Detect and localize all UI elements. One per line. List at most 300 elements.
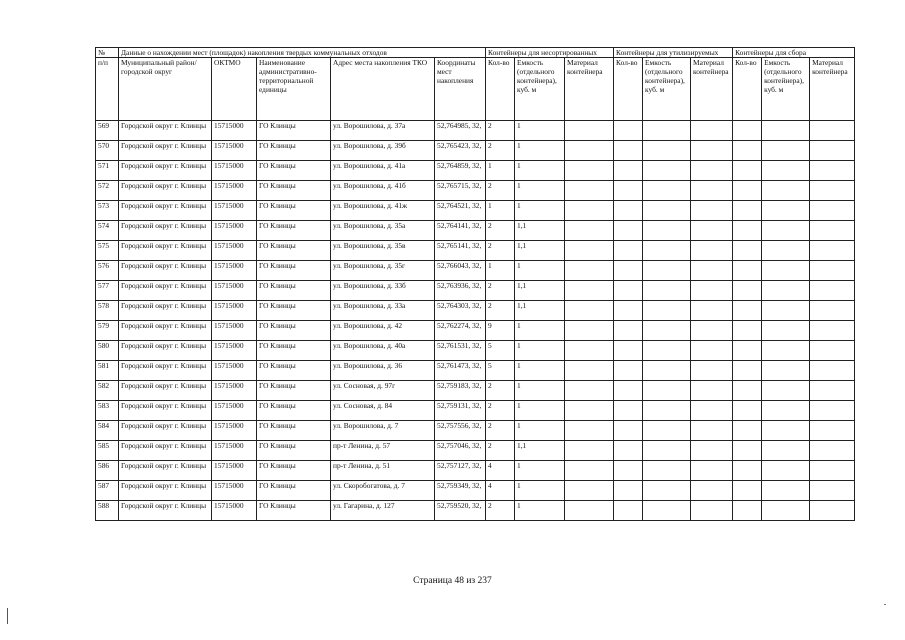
row-oktmo: 15715000 [212,241,257,261]
row-admin-name: ГО Клинцы [257,181,331,201]
table-row [96,261,855,281]
row-municipality: Городской округ г. Клинцы [119,241,212,261]
row-coords: 52,764521, 32, [435,201,486,221]
table-row [96,281,855,301]
row-municipality: Городской округ г. Клинцы [119,141,212,161]
row-qty-recycle [614,261,643,281]
row-qty-collect [733,401,762,421]
row-capacity-unsorted: 1 [515,141,565,161]
table-row [96,121,855,141]
row-material-collect [810,361,855,381]
header-capacity-recycle: Емкость (отдельного контейнера), куб. м [643,58,691,121]
row-material-collect [810,161,855,181]
row-address: ул. Сосновая, д. 84 [331,401,435,421]
row-coords: 52,759131, 32, [435,401,486,421]
row-material-unsorted [565,501,614,521]
row-admin-name: ГО Клинцы [257,401,331,421]
row-material-recycle [691,241,733,261]
row-municipality: Городской округ г. Клинцы [119,321,212,341]
row-municipality: Городской округ г. Клинцы [119,181,212,201]
row-capacity-unsorted: 1 [515,201,565,221]
row-capacity-recycle [643,281,691,301]
row-capacity-recycle [643,481,691,501]
header-group-recycle: Контейнеры для утилизируемых [614,48,733,58]
header-admin-name: Наименование административно-территориальной единицы [257,58,331,121]
table-row [96,141,855,161]
row-material-collect [810,321,855,341]
row-municipality: Городской округ г. Клинцы [119,161,212,181]
table-body [96,121,855,521]
row-address: ул. Ворошилова, д. 35а [331,221,435,241]
row-admin-name: ГО Клинцы [257,281,331,301]
row-material-unsorted [565,441,614,461]
row-material-recycle [691,321,733,341]
row-oktmo: 15715000 [212,181,257,201]
row-material-collect [810,341,855,361]
row-capacity-unsorted: 1,1 [515,441,565,461]
row-municipality: Городской округ г. Клинцы [119,461,212,481]
row-material-unsorted [565,161,614,181]
waste-sites-table [95,47,855,521]
row-number: 571 [96,161,119,181]
row-coords: 52,766043, 32, [435,261,486,281]
header-municipality: Муниципальный район/городской округ [119,58,212,121]
row-admin-name: ГО Клинцы [257,461,331,481]
row-capacity-collect [762,121,810,141]
row-material-collect [810,181,855,201]
row-material-unsorted [565,281,614,301]
row-capacity-collect [762,421,810,441]
row-material-collect [810,441,855,461]
row-oktmo: 15715000 [212,141,257,161]
row-municipality: Городской округ г. Клинцы [119,221,212,241]
row-material-recycle [691,441,733,461]
row-oktmo: 15715000 [212,201,257,221]
table-row [96,221,855,241]
row-qty-collect [733,161,762,181]
row-material-unsorted [565,121,614,141]
row-municipality: Городской округ г. Клинцы [119,301,212,321]
row-material-collect [810,221,855,241]
row-capacity-collect [762,341,810,361]
row-number: 584 [96,421,119,441]
row-municipality: Городской округ г. Клинцы [119,361,212,381]
row-capacity-collect [762,441,810,461]
row-municipality: Городской округ г. Клинцы [119,261,212,281]
row-coords: 52,759183, 32, [435,381,486,401]
scan-speck [884,604,886,605]
row-material-collect [810,301,855,321]
row-number: 587 [96,481,119,501]
row-qty-collect [733,501,762,521]
row-oktmo: 15715000 [212,121,257,141]
header-material-unsorted: Материал контейнера [565,58,614,121]
row-municipality: Городской округ г. Клинцы [119,481,212,501]
header-group-unsorted: Контейнеры для несортированных [486,48,614,58]
row-material-recycle [691,161,733,181]
row-qty-collect [733,261,762,281]
row-admin-name: ГО Клинцы [257,381,331,401]
row-capacity-recycle [643,381,691,401]
row-qty-collect [733,361,762,381]
row-oktmo: 15715000 [212,281,257,301]
row-oktmo: 15715000 [212,461,257,481]
row-address: ул. Гагарина, д. 127 [331,501,435,521]
row-qty-unsorted: 2 [486,141,515,161]
row-qty-unsorted: 2 [486,181,515,201]
row-address: ул. Ворошилова, д. 42 [331,321,435,341]
row-material-recycle [691,461,733,481]
row-qty-collect [733,301,762,321]
row-municipality: Городской округ г. Клинцы [119,281,212,301]
row-admin-name: ГО Клинцы [257,341,331,361]
row-material-recycle [691,201,733,221]
row-capacity-recycle [643,261,691,281]
row-material-unsorted [565,261,614,281]
row-address: ул. Ворошилова, д. 35г [331,261,435,281]
row-material-unsorted [565,421,614,441]
row-qty-recycle [614,221,643,241]
row-material-unsorted [565,321,614,341]
row-capacity-unsorted: 1,1 [515,301,565,321]
row-admin-name: ГО Клинцы [257,241,331,261]
row-admin-name: ГО Клинцы [257,481,331,501]
row-municipality: Городской округ г. Клинцы [119,201,212,221]
row-capacity-unsorted: 1 [515,181,565,201]
row-admin-name: ГО Клинцы [257,201,331,221]
row-material-unsorted [565,201,614,221]
row-municipality: Городской округ г. Клинцы [119,421,212,441]
row-qty-collect [733,281,762,301]
row-capacity-collect [762,141,810,161]
row-material-recycle [691,341,733,361]
row-qty-unsorted: 4 [486,461,515,481]
header-num-pp: п/п [96,58,119,121]
row-qty-unsorted: 2 [486,421,515,441]
row-material-recycle [691,281,733,301]
header-capacity-collect: Емкость (отдельного контейнера), куб. м [762,58,810,121]
row-material-unsorted [565,361,614,381]
row-qty-recycle [614,361,643,381]
row-qty-recycle [614,401,643,421]
row-qty-recycle [614,181,643,201]
row-admin-name: ГО Клинцы [257,261,331,281]
row-number: 576 [96,261,119,281]
header-oktmo: ОКТМО [212,58,257,121]
row-capacity-unsorted: 1 [515,501,565,521]
row-capacity-recycle [643,301,691,321]
row-coords: 52,764985, 32, [435,121,486,141]
row-number: 581 [96,361,119,381]
row-capacity-collect [762,381,810,401]
row-material-unsorted [565,141,614,161]
margin-mark [7,608,8,624]
row-qty-recycle [614,321,643,341]
row-number: 575 [96,241,119,261]
row-municipality: Городской округ г. Клинцы [119,341,212,361]
header-qty-collect: Кол-во [733,58,762,121]
row-material-recycle [691,501,733,521]
row-material-unsorted [565,461,614,481]
header-material-recycle: Материал контейнера [691,58,733,121]
row-capacity-unsorted: 1 [515,421,565,441]
row-material-collect [810,261,855,281]
row-address: ул. Скоробогатова, д. 7 [331,481,435,501]
row-municipality: Городской округ г. Клинцы [119,501,212,521]
table-row [96,501,855,521]
row-capacity-unsorted: 1,1 [515,281,565,301]
row-qty-unsorted: 2 [486,401,515,421]
row-qty-unsorted: 4 [486,481,515,501]
table-row [96,441,855,461]
row-coords: 52,759349, 32, [435,481,486,501]
row-capacity-collect [762,281,810,301]
header-capacity-unsorted: Емкость (отдельного контейнера), куб. м [515,58,565,121]
row-material-recycle [691,481,733,501]
row-material-collect [810,401,855,421]
table-row [96,161,855,181]
header-num: № [96,48,119,58]
row-coords: 52,765141, 32, [435,241,486,261]
row-coords: 52,759520, 32, [435,501,486,521]
row-coords: 52,761531, 32, [435,341,486,361]
row-oktmo: 15715000 [212,221,257,241]
row-oktmo: 15715000 [212,261,257,281]
row-address: ул. Ворошилова, д. 41ж [331,201,435,221]
row-capacity-recycle [643,121,691,141]
row-capacity-recycle [643,181,691,201]
row-material-collect [810,281,855,301]
header-address: Адрес места накопления ТКО [331,58,435,121]
table-row [96,301,855,321]
row-material-unsorted [565,341,614,361]
table-row [96,181,855,201]
row-qty-collect [733,141,762,161]
row-oktmo: 15715000 [212,421,257,441]
row-coords: 52,764859, 32, [435,161,486,181]
row-capacity-recycle [643,401,691,421]
row-number: 577 [96,281,119,301]
row-qty-unsorted: 2 [486,121,515,141]
row-material-unsorted [565,301,614,321]
row-qty-unsorted: 2 [486,441,515,461]
row-capacity-recycle [643,461,691,481]
row-address: ул. Ворошилова, д. 37а [331,121,435,141]
row-material-unsorted [565,481,614,501]
header-coords: Координаты мест накопления [435,58,486,121]
row-number: 579 [96,321,119,341]
row-qty-unsorted: 1 [486,261,515,281]
row-address: ул. Ворошилова, д. 40а [331,341,435,361]
row-material-collect [810,121,855,141]
row-oktmo: 15715000 [212,301,257,321]
row-capacity-recycle [643,141,691,161]
row-oktmo: 15715000 [212,381,257,401]
table-row [96,401,855,421]
row-qty-unsorted: 2 [486,281,515,301]
row-municipality: Городской округ г. Клинцы [119,401,212,421]
row-material-recycle [691,401,733,421]
row-qty-collect [733,461,762,481]
row-qty-recycle [614,241,643,261]
row-oktmo: 15715000 [212,341,257,361]
row-admin-name: ГО Клинцы [257,421,331,441]
row-coords: 52,757127, 32, [435,461,486,481]
row-capacity-collect [762,161,810,181]
row-material-collect [810,461,855,481]
row-qty-collect [733,441,762,461]
row-qty-collect [733,421,762,441]
table-row [96,381,855,401]
row-capacity-recycle [643,361,691,381]
row-material-recycle [691,361,733,381]
row-admin-name: ГО Клинцы [257,321,331,341]
table-header [96,48,855,121]
row-capacity-collect [762,321,810,341]
row-address: пр-т Ленина, д. 57 [331,441,435,461]
row-material-unsorted [565,221,614,241]
row-number: 573 [96,201,119,221]
row-number: 574 [96,221,119,241]
row-coords: 52,761473, 32, [435,361,486,381]
row-material-unsorted [565,241,614,261]
row-coords: 52,764303, 32, [435,301,486,321]
row-capacity-unsorted: 1,1 [515,221,565,241]
row-material-collect [810,501,855,521]
row-qty-unsorted: 1 [486,201,515,221]
row-oktmo: 15715000 [212,161,257,181]
row-qty-collect [733,121,762,141]
row-qty-unsorted: 9 [486,321,515,341]
row-capacity-unsorted: 1,1 [515,241,565,261]
row-capacity-unsorted: 1 [515,401,565,421]
row-capacity-recycle [643,161,691,181]
row-material-unsorted [565,181,614,201]
row-number: 578 [96,301,119,321]
row-capacity-recycle [643,421,691,441]
header-group-collect: Контейнеры для сбора [733,48,855,58]
row-capacity-recycle [643,201,691,221]
row-qty-recycle [614,481,643,501]
row-municipality: Городской округ г. Клинцы [119,121,212,141]
row-qty-collect [733,181,762,201]
row-qty-recycle [614,141,643,161]
row-qty-recycle [614,201,643,221]
row-material-unsorted [565,381,614,401]
row-qty-recycle [614,341,643,361]
row-material-collect [810,241,855,261]
row-material-collect [810,421,855,441]
row-capacity-unsorted: 1 [515,161,565,181]
row-municipality: Городской округ г. Клинцы [119,441,212,461]
row-admin-name: ГО Клинцы [257,221,331,241]
row-material-recycle [691,121,733,141]
row-coords: 52,765423, 32, [435,141,486,161]
row-oktmo: 15715000 [212,321,257,341]
row-capacity-unsorted: 1 [515,321,565,341]
row-qty-recycle [614,281,643,301]
table-row [96,241,855,261]
row-address: ул. Ворошилова, д. 33а [331,301,435,321]
row-address: ул. Ворошилова, д. 35в [331,241,435,261]
row-capacity-recycle [643,441,691,461]
row-capacity-collect [762,401,810,421]
row-qty-unsorted: 2 [486,501,515,521]
row-qty-unsorted: 2 [486,221,515,241]
row-capacity-unsorted: 1 [515,261,565,281]
row-qty-collect [733,341,762,361]
row-address: ул. Ворошилова, д. 41б [331,181,435,201]
row-qty-recycle [614,381,643,401]
row-capacity-collect [762,301,810,321]
row-capacity-collect [762,501,810,521]
row-coords: 52,762274, 32, [435,321,486,341]
row-capacity-collect [762,481,810,501]
row-capacity-collect [762,201,810,221]
row-capacity-unsorted: 1 [515,341,565,361]
row-material-collect [810,201,855,221]
row-admin-name: ГО Клинцы [257,501,331,521]
row-qty-unsorted: 5 [486,361,515,381]
row-number: 583 [96,401,119,421]
header-qty-unsorted: Кол-во [486,58,515,121]
row-oktmo: 15715000 [212,441,257,461]
row-coords: 52,757556, 32, [435,421,486,441]
row-material-recycle [691,381,733,401]
row-oktmo: 15715000 [212,481,257,501]
table-row [96,461,855,481]
row-material-recycle [691,301,733,321]
row-capacity-recycle [643,341,691,361]
table-row [96,361,855,381]
row-address: ул. Ворошилова, д. 41а [331,161,435,181]
table-row [96,341,855,361]
row-address: ул. Ворошилова, д. 39б [331,141,435,161]
row-material-recycle [691,181,733,201]
row-qty-unsorted: 2 [486,301,515,321]
row-capacity-collect [762,361,810,381]
row-capacity-unsorted: 1 [515,481,565,501]
row-capacity-recycle [643,321,691,341]
row-material-recycle [691,261,733,281]
row-capacity-recycle [643,501,691,521]
row-address: ул. Ворошилова, д. 33б [331,281,435,301]
header-qty-recycle: Кол-во [614,58,643,121]
row-capacity-collect [762,241,810,261]
row-admin-name: ГО Клинцы [257,361,331,381]
table-row [96,321,855,341]
row-number: 570 [96,141,119,161]
row-address: ул. Сосновая, д. 97г [331,381,435,401]
row-capacity-collect [762,181,810,201]
row-coords: 52,763936, 32, [435,281,486,301]
row-coords: 52,765715, 32, [435,181,486,201]
row-material-collect [810,481,855,501]
row-qty-unsorted: 1 [486,161,515,181]
row-capacity-recycle [643,221,691,241]
row-admin-name: ГО Клинцы [257,441,331,461]
row-capacity-collect [762,461,810,481]
row-material-unsorted [565,401,614,421]
row-qty-collect [733,481,762,501]
row-material-collect [810,141,855,161]
row-capacity-unsorted: 1 [515,381,565,401]
row-coords: 52,757046, 32, [435,441,486,461]
row-capacity-collect [762,261,810,281]
row-qty-recycle [614,121,643,141]
row-oktmo: 15715000 [212,401,257,421]
row-capacity-unsorted: 1 [515,121,565,141]
